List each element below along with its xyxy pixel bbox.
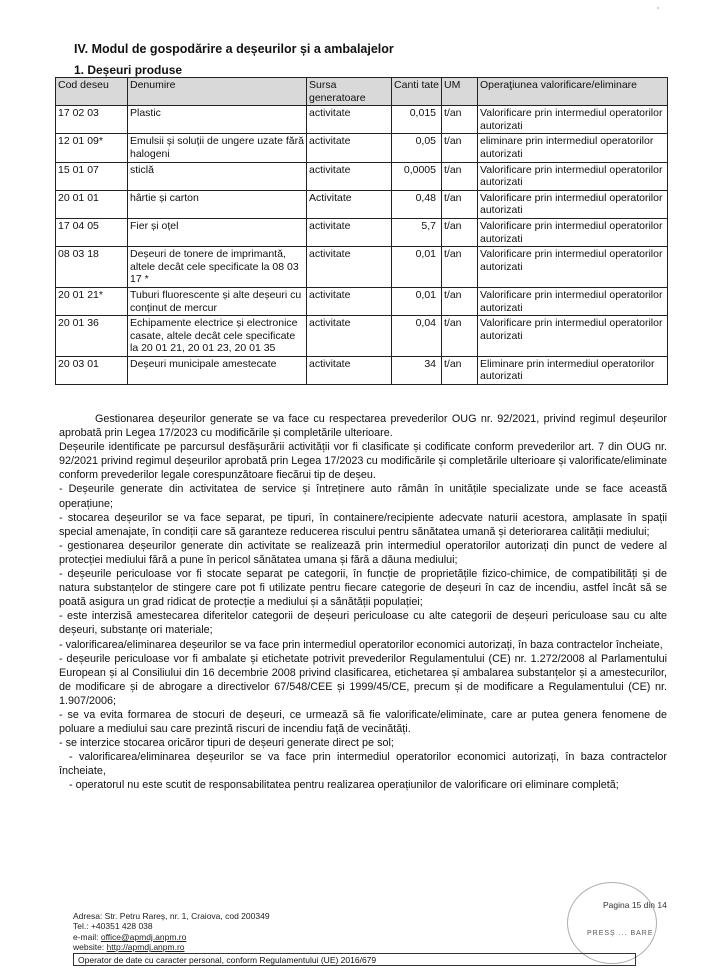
page-number: Pagina 15 din 14 [603, 900, 667, 910]
table-row [56, 287, 668, 315]
cell-denumire: Fier și oțel [128, 218, 307, 246]
cell-operatiune: Valorificare prin intermediul operatorilor autorizati [478, 190, 668, 218]
paragraph: - valorificarea/eliminarea deșeurilor se va face prin intermediul operatorilor economici autorizați, în baza contractelor încheiate, [59, 638, 663, 651]
cell-operatiune: Valorificare prin intermediul operatorilor autorizati [478, 316, 668, 357]
cell-operatiune: Valorificare prin intermediul operatorilor autorizati [478, 106, 668, 134]
cell-sursa: Activitate [307, 190, 392, 218]
cell-um: t/an [442, 106, 478, 134]
cell-denumire: sticlă [128, 162, 307, 190]
footer-website-label: website: [73, 942, 107, 953]
paragraph: - este interzisă amestecarea diferitelor categorii de deșeuri periculoase cu alte categorii de deșeuri periculoase sau cu alte deșeuri, substanțe ori materiale; [59, 610, 667, 637]
cell-um: t/an [442, 134, 478, 162]
cell-cod: 17 02 03 [56, 106, 128, 134]
cell-cod: 20 01 01 [56, 190, 128, 218]
paragraph: - stocarea deșeurilor se va face separat, pe tipuri, în containere/recipiente adecvate naturii acestora, amplasate în spații special amenajate, în condiții care să garanteze reducerea riscului pentru sănătatea umană și deteriorarea calității mediului; [59, 511, 667, 538]
header-um: UM [442, 78, 478, 106]
paragraph: - se interzice stocarea oricăror tipuri de deșeuri generate direct pe sol; [59, 737, 394, 750]
paragraph: - Deșeurile generate din activitatea de service și întreținere auto rămân în unitățile specializate unde se face această operațiune; [59, 483, 667, 510]
cell-denumire: Plastic [128, 106, 307, 134]
cell-sursa: activitate [307, 162, 392, 190]
paragraph: - deșeurile periculoase vor fi ambalate și etichetate potrivit prevederilor Regulamentului (CE) nr. 1.272/2008 al Parlamentului European și al Consiliului din 16 decembrie 2008 privind clasificarea, etichetarea și ambalarea substanțelor și a amestecurilor, de modificare și de abrogare a directivelor 67/548/CEE și 1999/45/CE, precum și de modificare a Regulamentului (CE) nr. 1.907/2006; [59, 652, 667, 707]
cell-sursa: activitate [307, 287, 392, 315]
cell-um: t/an [442, 316, 478, 357]
cell-cod: 12 01 09* [56, 134, 128, 162]
cell-operatiune: Valorificare prin intermediul operatorilor autorizati [478, 287, 668, 315]
cell-denumire: Deșeuri de tonere de imprimantă, altele decât cele specificate la 08 03 17 * [128, 247, 307, 288]
table-row [56, 218, 668, 246]
subsection-title: 1. Deșeuri produse [74, 63, 183, 77]
footer-tel: Tel.: +40351 428 038 [73, 921, 153, 932]
paragraph: - se va evita formarea de stocuri de deșeuri, ce urmează să fie valorificate/eliminate, care ar putea genera fenomene de poluare a mediului sau care prezintă riscuri de incendiu față de vecinătăți. [59, 708, 667, 736]
cell-sursa: activitate [307, 218, 392, 246]
cell-cod: 08 03 18 [56, 247, 128, 288]
corner-mark: ' [657, 6, 659, 17]
cell-cod: 15 01 07 [56, 162, 128, 190]
cell-cantitate: 0,01 [392, 287, 442, 315]
cell-operatiune: Valorificare prin intermediul operatorilor autorizati [478, 247, 668, 288]
waste-table [55, 77, 668, 385]
cell-um: t/an [442, 162, 478, 190]
cell-operatiune: Eliminare prin intermediul operatorilor autorizati [478, 356, 668, 384]
cell-um: t/an [442, 356, 478, 384]
cell-cantitate: 34 [392, 356, 442, 384]
cell-denumire: Echipamente electrice și electronice casate, altele decât cele specificate la 20 01 21, 20 01 23, 20 01 35 [128, 316, 307, 357]
footer-contact [73, 911, 270, 953]
cell-cantitate: 0,04 [392, 316, 442, 357]
header-cantitate: Canti tate [392, 78, 442, 106]
cell-denumire: Tuburi fluorescente și alte deșeuri cu conținut de mercur [128, 287, 307, 315]
cell-cantitate: 0,05 [392, 134, 442, 162]
data-operator-notice: Operator de date cu caracter personal, conform Regulamentului (UE) 2016/679 [73, 953, 636, 966]
cell-cantitate: 0,01 [392, 247, 442, 288]
cell-cod: 20 01 36 [56, 316, 128, 357]
cell-operatiune: eliminare prin intermediul operatorilor autorizati [478, 134, 668, 162]
cell-cod: 20 03 01 [56, 356, 128, 384]
header-denumire: Denumire [128, 78, 307, 106]
footer-website-line [73, 942, 270, 952]
footer-email-label: e-mail: [73, 931, 101, 942]
footer-email-line [73, 932, 270, 942]
footer-website-link[interactable]: http://apmdj.anpm.ro [106, 942, 185, 953]
table-row [56, 134, 668, 162]
header-sursa: Sursa generatoare [307, 78, 392, 106]
cell-cod: 17 04 05 [56, 218, 128, 246]
body-text [59, 412, 667, 793]
table-row [56, 162, 668, 190]
table-row [56, 190, 668, 218]
cell-um: t/an [442, 190, 478, 218]
cell-denumire: Deșeuri municipale amestecate [128, 356, 307, 384]
paragraph: - valorificarea/eliminarea deșeurilor se va face prin intermediul operatorilor economici autorizați, în baza contractelor încheiate, [59, 751, 667, 778]
cell-um: t/an [442, 218, 478, 246]
cell-operatiune: Valorificare prin intermediul operatorilor autorizati [478, 162, 668, 190]
paragraph: Deșeurile identificate pe parcursul desfășurării activității vor fi clasificate și codificate conform prevederilor art. 7 din OUG nr. 92/2021 privind regimul deșeurilor aprobată prin Legea 17/2023 cu modificările și completările ulterioare și valorificate/eliminate conform prevederilor legale corespunzătoare fiecărui tip de deșeu. [59, 441, 667, 482]
cell-denumire: Emulsii și soluții de ungere uzate fără halogeni [128, 134, 307, 162]
official-stamp [567, 882, 657, 964]
section-title: IV. Modul de gospodărire a deșeurilor și a ambalajelor [74, 42, 394, 56]
paragraph: Gestionarea deșeurilor generate se va face cu respectarea prevederilor OUG nr. 92/2021, privind regimul deșeurilor aprobată prin Legea 17/2023 cu modificările și completările ulterioare. [59, 413, 667, 440]
cell-operatiune: Valorificare prin intermediul operatorilor autorizati [478, 218, 668, 246]
cell-denumire: hârtie și carton [128, 190, 307, 218]
stamp-text: PRESȘ ... BARE [587, 930, 654, 937]
cell-cod: 20 01 21* [56, 287, 128, 315]
cell-sursa: activitate [307, 134, 392, 162]
paragraph: - deșeurile periculoase vor fi stocate separat pe categorii, în funcție de proprietățile fizico-chimice, de compatibilități și de natura substanțelor de stingere care pot fi utilizate pentru fiecare categorie de deșeuri în caz de incendiu, astfel încât să se poată asigura un grad ridicat de protecție a mediului și a sănătății populației; [59, 568, 667, 609]
cell-cantitate: 0,48 [392, 190, 442, 218]
table-row [56, 356, 668, 384]
paragraph: - operatorul nu este scutit de responsabilitatea pentru realizarea operațiunilor de valorificare ori eliminare completă; [69, 779, 619, 792]
header-cod: Cod deseu [56, 78, 128, 106]
cell-sursa: activitate [307, 316, 392, 357]
cell-sursa: activitate [307, 247, 392, 288]
footer-address: Adresa: Str. Petru Rareș, nr. 1, Craiova, cod 200349 [73, 911, 270, 921]
table-row [56, 247, 668, 288]
cell-um: t/an [442, 287, 478, 315]
paragraph: - gestionarea deșeurilor generate din activitate se realizează prin intermediul operatorilor autorizați din punct de vedere al protecției mediului fără a pune în pericol sănătatea umana și fără a dăuna mediului; [59, 539, 667, 566]
cell-sursa: activitate [307, 356, 392, 384]
header-operatiune: Operaţiunea valorificare/eliminare [478, 78, 668, 106]
cell-um: t/an [442, 247, 478, 288]
cell-cantitate: 0,015 [392, 106, 442, 134]
cell-cantitate: 5,7 [392, 218, 442, 246]
table-row [56, 316, 668, 357]
cell-cantitate: 0,0005 [392, 162, 442, 190]
table-header-row [56, 78, 668, 106]
cell-sursa: activitate [307, 106, 392, 134]
footer-email-link[interactable]: office@apmdj.anpm.ro [100, 931, 187, 942]
table-row [56, 106, 668, 134]
